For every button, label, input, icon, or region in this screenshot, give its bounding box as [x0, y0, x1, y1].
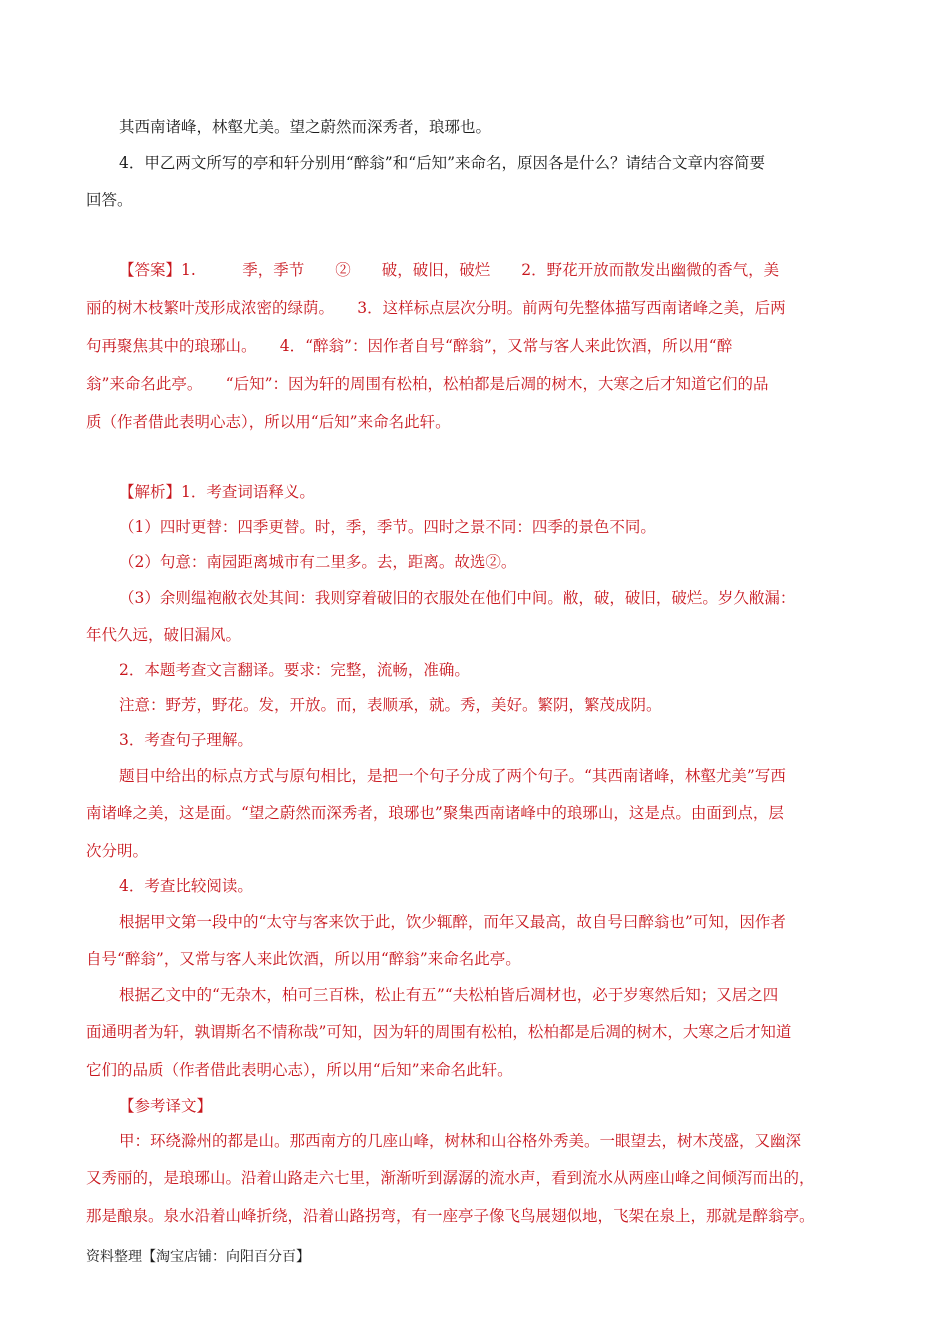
answer-line-4: 翁”来命名此亭。 “后知”：因为轩的周围有松柏，松柏都是后凋的树木，大寒之后才知道它们的品 — [86, 375, 769, 393]
question-4-line-1: 4．甲乙两文所写的亭和轩分别用“醉翁”和“后知”来命名，原因各是什么？请结合文章内容简要 — [119, 154, 766, 172]
analysis-line: 次分明。 — [86, 842, 149, 860]
analysis-line: 自号“醉翁”，又常与客人来此饮酒，所以用“醉翁”来命名此亭。 — [86, 950, 521, 968]
analysis-line: 注意：野芳，野花。发，开放。而，表顺承，就。秀，美好。繁阴，繁茂成阴。 — [119, 696, 662, 714]
analysis-line: 题目中给出的标点方式与原句相比，是把一个句子分成了两个句子。“其西南诸峰，林壑尤美”写西 — [119, 767, 786, 785]
analysis-line: 根据乙文中的“无杂木，柏可三百株，松止有五”“夫松柏皆后凋材也，必于岁寒然后知；又居之四 — [119, 986, 779, 1004]
analysis-line: 面通明者为轩，孰谓斯名不情称哉”可知，因为轩的周围有松柏，松柏都是后凋的树木，大寒之后才知道 — [86, 1023, 792, 1041]
translation-line: 那是酿泉。泉水沿着山峰折绕，沿着山路拐弯，有一座亭子像飞鸟展翅似地，飞架在泉上，那就是醉翁亭。 — [86, 1207, 815, 1225]
analysis-line: （1）四时更替：四季更替。时，季，季节。四时之景不同：四季的景色不同。 — [119, 518, 656, 536]
translation-line: 又秀丽的，是琅琊山。沿着山路走六七里，渐渐听到潺潺的流水声，看到流水从两座山峰之间倾泻而出的， — [86, 1169, 815, 1187]
answer-line-5: 质（作者借此表明心志），所以用“后知”来命名此轩。 — [86, 413, 451, 431]
question-4-line-2: 回答。 — [86, 191, 133, 209]
analysis-line: （2）句意：南园距离城市有二里多。去，距离。故选②。 — [119, 553, 517, 571]
analysis-line: （3）余则缊袍敝衣处其间：我则穿着破旧的衣服处在他们中间。敝，破，破旧，破烂。岁久敝漏： — [119, 589, 796, 607]
analysis-heading: 【解析】1．考查词语释义。 — [119, 483, 315, 501]
analysis-line: 3．考查句子理解。 — [119, 731, 253, 749]
analysis-line: 年代久远，破旧漏风。 — [86, 626, 242, 644]
answer-line-1: 【答案】1. 季，季节 ② 破，破旧，破烂 2．野花开放而散发出幽微的香气，美 — [119, 261, 780, 279]
answer-line-3: 句再聚焦其中的琅琊山。 4．“醉翁”：因作者自号“醉翁”，又常与客人来此饮酒，所以用“醉 — [86, 337, 733, 355]
analysis-line: 根据甲文第一段中的“太守与客来饮于此，饮少辄醉，而年又最高，故自号曰醉翁也”可知，因作者 — [119, 913, 786, 931]
answer-line-2: 丽的树木枝繁叶茂形成浓密的绿荫。 3．这样标点层次分明。前两句先整体描写西南诸峰之美，后两 — [86, 299, 786, 317]
analysis-line: 它们的品质（作者借此表明心志），所以用“后知”来命名此轩。 — [86, 1061, 513, 1079]
question-quote-line: 其西南诸峰，林壑尤美。望之蔚然而深秀者，琅琊也。 — [119, 118, 492, 136]
translation-heading: 【参考译文】 — [119, 1097, 213, 1115]
page-footer: 资料整理【淘宝店铺：向阳百分百】 — [86, 1249, 310, 1265]
analysis-line: 南诸峰之美，这是面。“望之蔚然而深秀者，琅琊也”聚集西南诸峰中的琅琊山，这是点。由面到点，层 — [86, 804, 784, 822]
analysis-line: 2．本题考查文言翻译。要求：完整，流畅，准确。 — [119, 661, 470, 679]
analysis-line: 4．考查比较阅读。 — [119, 877, 253, 895]
translation-line: 甲：环绕滁州的都是山。那西南方的几座山峰，树林和山谷格外秀美。一眼望去，树木茂盛，又幽深 — [119, 1132, 802, 1150]
